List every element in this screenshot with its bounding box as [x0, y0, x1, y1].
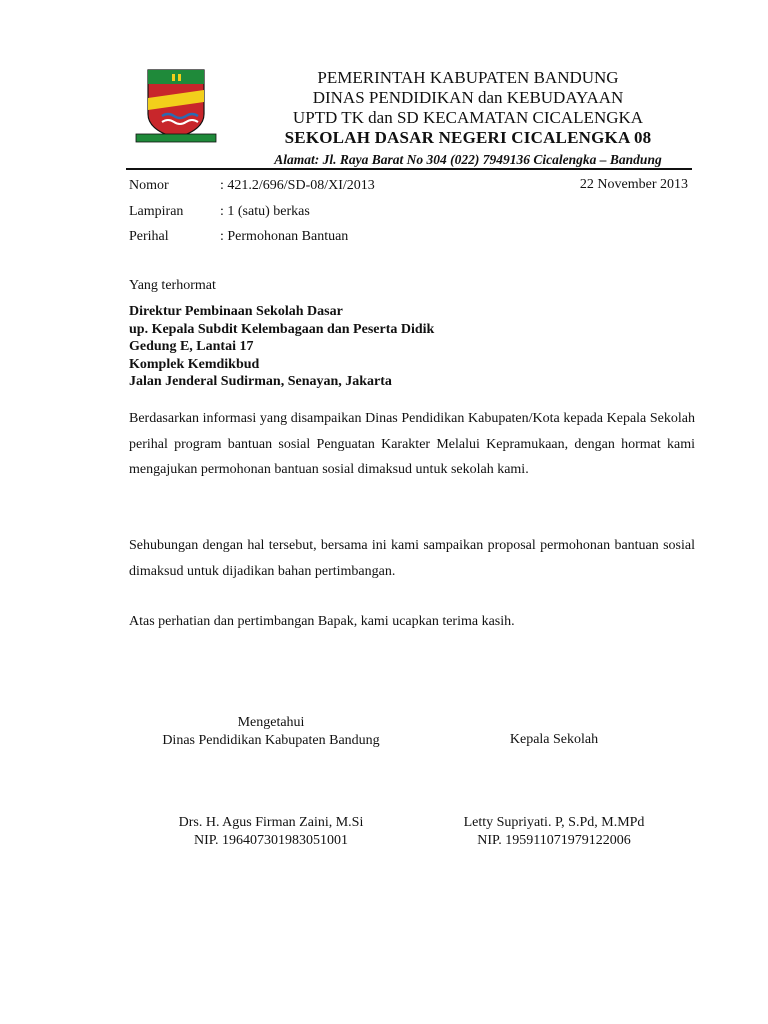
addressee-line: up. Kepala Subdit Kelembagaan dan Peserta Didik [129, 321, 435, 337]
signature-left-name: Drs. H. Agus Firman Zaini, M.Si [178, 815, 364, 830]
addressee-line: Jalan Jenderal Sudirman, Senayan, Jakarta [129, 374, 392, 389]
letterhead-school-name: SEKOLAH DASAR NEGERI CICALENGKA 08 [284, 128, 652, 147]
letterhead [238, 68, 698, 170]
addressee-block [129, 303, 434, 391]
meta-perihal-value: : Permohonan Bantuan [220, 229, 349, 244]
signature-right-name: Letty Supriyati. P, S.Pd, M.MPd [463, 815, 645, 830]
letter-date: 22 November 2013 [579, 177, 688, 192]
body-paragraph-1: Berdasarkan informasi yang disampaikan Dinas Pendidikan Kabupaten/Kota kepada Kepala Sekolah perihal program bantuan sosial Penguatan Karakter Melalui Kepramukaan, dengan hormat kami mengajukan permohonan bantuan sosial dimaksud untuk sekolah kami. [129, 411, 695, 477]
signature-left-header [150, 714, 392, 749]
body-paragraph-2: Sehubungan dengan hal tersebut, bersama ini kami sampaikan proposal permohonan bantuan sosial dimaksud untuk dijadikan bahan pertimbangan. [129, 538, 695, 579]
letterhead-line-1: PEMERINTAH KABUPATEN BANDUNG [317, 68, 619, 87]
kabupaten-bandung-crest-icon [128, 68, 218, 148]
letterhead-address: Alamat: Jl. Raya Barat No 304 (022) 7949136 Cicalengka – Bandung [274, 152, 662, 167]
meta-lampiran-value: : 1 (satu) berkas [220, 204, 310, 219]
signature-right-header [452, 731, 656, 749]
signature-left-line2: Dinas Pendidikan Kabupaten Bandung [162, 732, 380, 748]
addressee-line: Komplek Kemdikbud [129, 356, 260, 372]
body-paragraph-3: Atas perhatian dan pertimbangan Bapak, kami ucapkan terima kasih. [129, 614, 515, 629]
meta-nomor-value: : 421.2/696/SD-08/XI/2013 [220, 178, 375, 193]
meta-lampiran-label: Lampiran [129, 204, 184, 219]
letterhead-line-2: DINAS PENDIDIKAN dan KEBUDAYAAN [312, 88, 624, 107]
signature-left-nip: NIP. 196407301983051001 [193, 832, 348, 848]
signature-left-block [150, 814, 392, 849]
signature-right-line2: Kepala Sekolah [509, 732, 599, 747]
signature-left-line1: Mengetahui [237, 715, 305, 730]
signature-right-nip: NIP. 195911071979122006 [477, 832, 631, 848]
addressee-line: Gedung E, Lantai 17 [129, 339, 254, 354]
meta-nomor-label: Nomor [129, 178, 169, 193]
letterhead-divider [126, 168, 692, 170]
letterhead-line-3: UPTD TK dan SD KECAMATAN CICALENGKA [292, 108, 644, 127]
addressee-line: Direktur Pembinaan Sekolah Dasar [129, 304, 343, 319]
meta-perihal-label: Perihal [129, 229, 169, 244]
salutation: Yang terhormat [129, 278, 216, 293]
signature-right-block [440, 814, 668, 849]
